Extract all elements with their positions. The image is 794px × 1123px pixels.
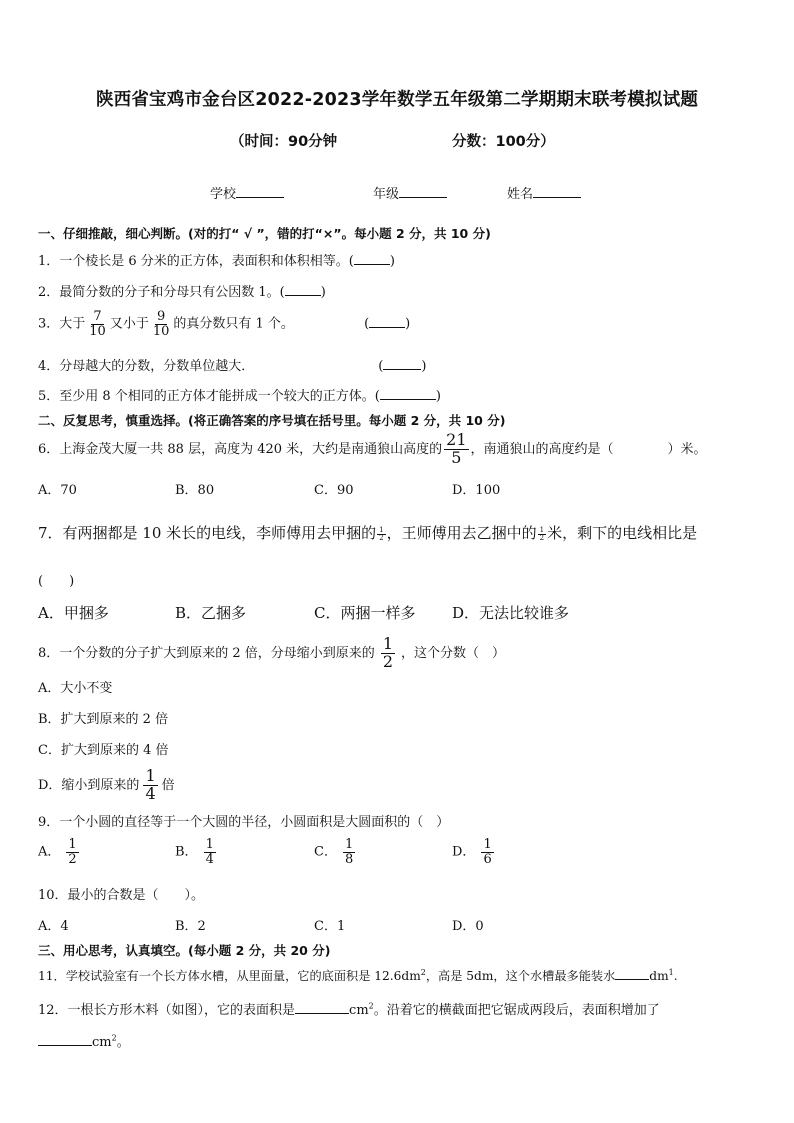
fraction-9-10: $\frac{9}{10}$	[152, 309, 170, 339]
fraction-1-2-a: $\frac{1}{2}$	[379, 525, 384, 542]
answer-blank-11[interactable]	[615, 967, 649, 980]
answer-blank-2[interactable]	[285, 283, 321, 296]
question-9: 9．一个小圆的直径等于一个大圆的半径，小圆面积是大圆面积的（ ）	[38, 815, 450, 830]
question-2: 2．最简分数的分子和分母只有公因数 1。( )	[38, 285, 326, 300]
school-label: 学校	[210, 187, 237, 202]
school-field	[210, 183, 284, 202]
name-label: 姓名	[507, 187, 534, 202]
name-blank[interactable]	[533, 185, 581, 198]
grade-label: 年级	[373, 187, 400, 202]
q6-option-c[interactable]: C．90	[314, 483, 354, 498]
grade-field	[373, 183, 447, 202]
question-11: 11．学校试验室有一个长方体水槽，从里面量，它的底面积是 $12.6dm^2$，高是 5dm，这个水槽最多能装水 $dm^1$.	[38, 967, 678, 983]
q6-option-d[interactable]: D．100	[452, 483, 501, 498]
fraction-1-2: $\frac{1}{2}$	[382, 634, 393, 671]
answer-blank-5[interactable]	[380, 387, 436, 400]
q7-option-c[interactable]: C．两捆一样多	[314, 604, 416, 622]
page-title: 陕西省宝鸡市金台区2022-2023学年数学五年级第二学期期末联考模拟试题	[95, 90, 699, 110]
q8-option-d[interactable]: D．缩小到原来的 $\frac{1}{4}$ 倍	[38, 766, 175, 803]
fraction-1-4: $\frac{1}{4}$	[145, 766, 156, 803]
fraction-21-5: $\frac{21}{5}$	[446, 430, 467, 467]
q8-option-c[interactable]: C．扩大到原来的 4 倍	[38, 743, 169, 758]
question-5: 5．至少用 8 个相同的正方体才能拼成一个较大的正方体。( )	[38, 389, 441, 404]
school-blank[interactable]	[236, 185, 284, 198]
answer-blank-4[interactable]	[383, 357, 421, 370]
q6-option-a[interactable]: A．70	[38, 483, 77, 498]
time-label: （时间：90分钟	[230, 134, 338, 150]
question-3: 3．大于 $\frac{7}{10}$ 又小于 $\frac{9}{10}$ 的真分数只有 1 个。 ( )	[38, 309, 411, 339]
answer-blank-12a[interactable]	[295, 1001, 349, 1014]
fraction-7-10: $\frac{7}{10}$	[89, 309, 106, 339]
answer-blank-3[interactable]	[369, 315, 405, 328]
q10-option-c[interactable]: C．1	[314, 919, 346, 934]
q9-option-b[interactable]: B． $\frac{1}{4}$	[175, 837, 214, 867]
q7-option-d[interactable]: D．无法比较谁多	[452, 604, 570, 622]
q7-answer-paren[interactable]: ( )	[38, 574, 75, 589]
q9-option-d[interactable]: D． $\frac{1}{6}$	[452, 837, 492, 867]
section-3-heading: 三、用心思考，认真填空。(每小题 2 分，共 20 分)	[38, 943, 331, 958]
question-8: 8．一个分数的分子扩大到原来的 2 倍，分母缩小到原来的 $\frac{1}{2}$ ，这个分数（ ）	[38, 634, 506, 671]
q8-option-b[interactable]: B．扩大到原来的 2 倍	[38, 712, 169, 727]
grade-blank[interactable]	[399, 185, 447, 198]
score-label: 分数：100分）	[452, 134, 555, 150]
question-6: 6．上海金茂大厦一共 88 层，高度为 420 米，大约是南通狼山高度的 $\frac{21}{5}$ ，南通狼山的高度约是（ ）米。	[38, 430, 707, 467]
q8-option-a[interactable]: A．大小不变	[38, 681, 113, 696]
q7-option-a[interactable]: A．甲捆多	[38, 604, 109, 622]
question-1: 1．一个棱长是 6 分米的正方体，表面积和体积相等。( )	[38, 254, 395, 269]
name-field	[507, 183, 581, 202]
q9-option-c[interactable]: C． $\frac{1}{8}$	[314, 837, 354, 867]
question-10: 10．最小的合数是（ ）。	[38, 888, 205, 903]
section-2-heading: 二、反复思考，慎重选择。(将正确答案的序号填在括号里。每小题 2 分，共 10 分)	[38, 413, 506, 428]
q6-option-b[interactable]: B．80	[175, 483, 215, 498]
question-12: 12．一根长方形木料（如图），它的表面积是 $cm^2$。沿着它的横截面把它锯成两段后，表面积增加了	[38, 1001, 660, 1018]
section-1-heading: 一、仔细推敲，细心判断。(对的打“ √ ”，错的打“×”。每小题 2 分，共 10 分)	[38, 226, 491, 241]
q10-option-d[interactable]: D．0	[452, 919, 484, 934]
q10-option-a[interactable]: A．4	[38, 919, 69, 934]
question-4: 4．分母越大的分数，分数单位越大． ( )	[38, 359, 427, 374]
q7-option-b[interactable]: B．乙捆多	[175, 604, 247, 622]
q9-option-a[interactable]: A． $\frac{1}{2}$	[38, 837, 77, 867]
answer-blank-1[interactable]	[354, 252, 390, 265]
question-7: 7．有两捆都是 10 米长的电线，李师傅用去甲捆的 $\frac{1}{2}$ ，王师傅用去乙捆中的 $\frac{1}{2}$ 米，剩下的电线相比是	[38, 524, 698, 542]
answer-blank-12b[interactable]	[38, 1033, 92, 1046]
fraction-1-2-b: $\frac{1}{2}$	[539, 525, 545, 542]
question-12-continued: $cm^2$。	[38, 1031, 130, 1050]
q10-option-b[interactable]: B．2	[175, 919, 206, 934]
